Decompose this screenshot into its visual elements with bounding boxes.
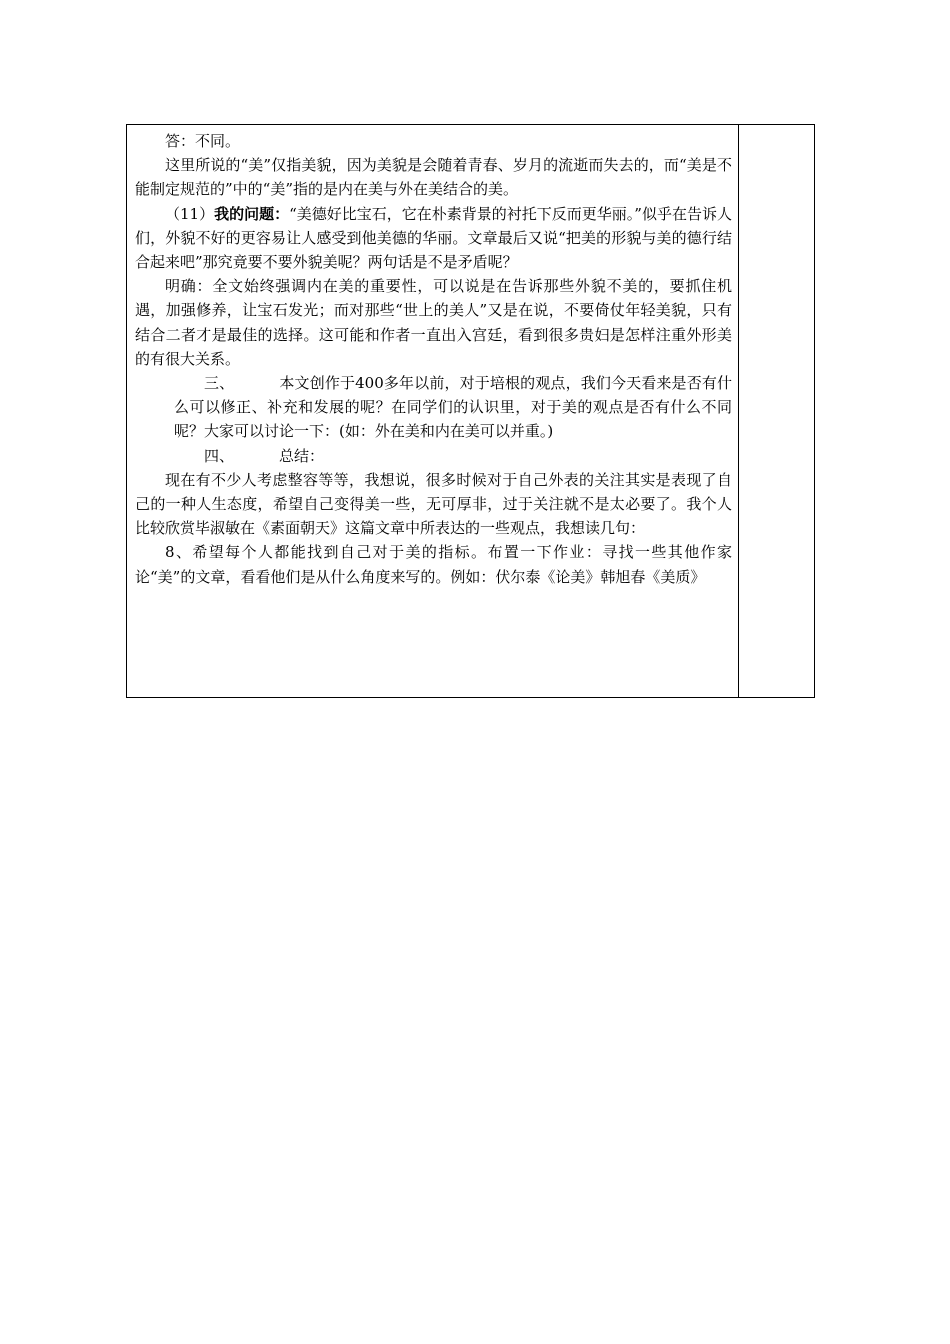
lesson-plan-table [126, 124, 815, 698]
answer-paragraph: 答：不同。 [165, 132, 241, 150]
section-three-number: 三、 [204, 374, 235, 393]
summary-paragraph: 现在有不少人考虑整容等等，我想说，很多时候对于自己外表的关注其实是表现了自己的一种人生态度，希望自己变得美一些，无可厚非，过于关注就不是太必要了。我个人比较欣赏毕淑敏在《素面朝天》这篇文章中所表达的一些观点，我想读几句： [135, 470, 732, 538]
question-body: “美德好比宝石，它在朴素背景的衬托下反而更华丽。”似乎在告诉人们，外貌不好的更容易让人感受到他美德的华丽。文章最后又说“把美的形貌与美的德行结合起来吧”那究竟要不要外貌美呢？两句话是不是矛盾呢？ [135, 204, 732, 272]
section-three [135, 371, 732, 444]
question-number: （11） [165, 204, 215, 223]
question-label: 我的问题： [214, 204, 290, 223]
notes-cell [739, 125, 814, 697]
question-paragraph [135, 202, 732, 275]
explanation-paragraph: 这里所说的“美”仅指美貌，因为美貌是会随着青春、岁月的流逝而失去的，而“美是不能制定规范的”中的“美”指的是内在美与外在美结合的美。 [135, 156, 732, 199]
section-four-number: 四、 [204, 446, 235, 465]
section-four-title: 总结： [279, 446, 325, 465]
content-cell [127, 125, 739, 697]
homework-paragraph: 8、希望每个人都能找到自己对于美的指标。布置一下作业：寻找一些其他作家论“美”的文章，看看他们是从什么角度来写的。例如：伏尔泰《论美》韩旭春《美质》 [135, 543, 732, 586]
section-three-body: 本文创作于400多年以前，对于培根的观点，我们今天看来是否有什么可以修正、补充和发展的呢？在同学们的认识里，对于美的观点是否有什么不同呢？大家可以讨论一下：(如：外在美和内在美可以并重。) [174, 374, 732, 441]
clarification-paragraph: 明确：全文始终强调内在美的重要性，可以说是在告诉那些外貌不美的，要抓住机遇，加强修养，让宝石发光；而对那些“世上的美人”又是在说，不要倚仗年轻美貌，只有结合二者才是最佳的选择。这可能和作者一直出入宫廷，看到很多贵妇是怎样注重外形美的有很大关系。 [135, 277, 732, 368]
section-four [135, 444, 732, 468]
